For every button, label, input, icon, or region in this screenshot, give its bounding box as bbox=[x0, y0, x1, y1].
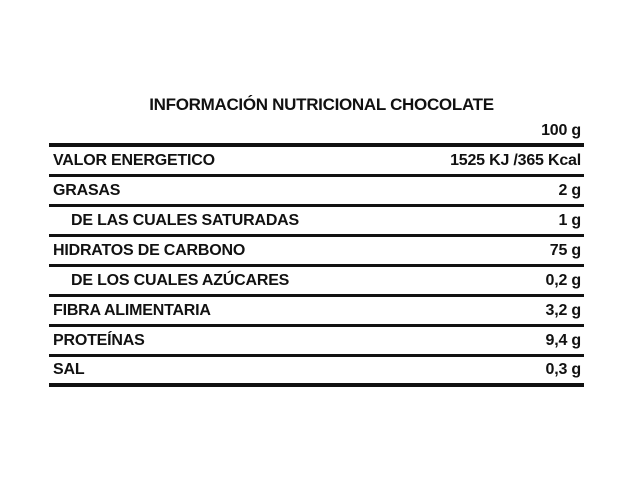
row-label: GRASAS bbox=[53, 181, 121, 199]
row-fat bbox=[49, 177, 584, 207]
row-sugars bbox=[49, 267, 584, 297]
row-value: 2 g bbox=[558, 181, 581, 199]
row-label: HIDRATOS DE CARBONO bbox=[53, 241, 246, 259]
row-value: 0,3 g bbox=[545, 361, 581, 378]
row-value: 1525 KJ /365 Kcal bbox=[450, 151, 581, 169]
row-energy bbox=[49, 147, 584, 177]
row-protein bbox=[49, 327, 584, 357]
per-amount: 100 g bbox=[541, 121, 581, 139]
per-amount-row bbox=[49, 118, 584, 147]
nutrition-label bbox=[49, 92, 584, 387]
row-carbohydrates bbox=[49, 237, 584, 267]
label-title: INFORMACIÓN NUTRICIONAL CHOCOLATE bbox=[149, 95, 494, 114]
row-label: VALOR ENERGETICO bbox=[53, 151, 215, 169]
row-label: FIBRA ALIMENTARIA bbox=[53, 301, 211, 319]
row-saturated-fat bbox=[49, 207, 584, 237]
row-value: 9,4 g bbox=[545, 331, 581, 349]
row-label: DE LAS CUALES SATURADAS bbox=[71, 211, 300, 229]
row-salt bbox=[49, 357, 584, 387]
row-fiber bbox=[49, 297, 584, 327]
row-label: PROTEÍNAS bbox=[53, 331, 145, 349]
nutrition-table bbox=[49, 147, 584, 387]
row-value: 3,2 g bbox=[545, 301, 581, 319]
row-value: 1 g bbox=[558, 211, 581, 229]
row-label: SAL bbox=[53, 361, 85, 378]
row-value: 75 g bbox=[549, 241, 581, 259]
row-value: 0,2 g bbox=[545, 271, 581, 289]
row-label: DE LOS CUALES AZÚCARES bbox=[71, 271, 290, 289]
